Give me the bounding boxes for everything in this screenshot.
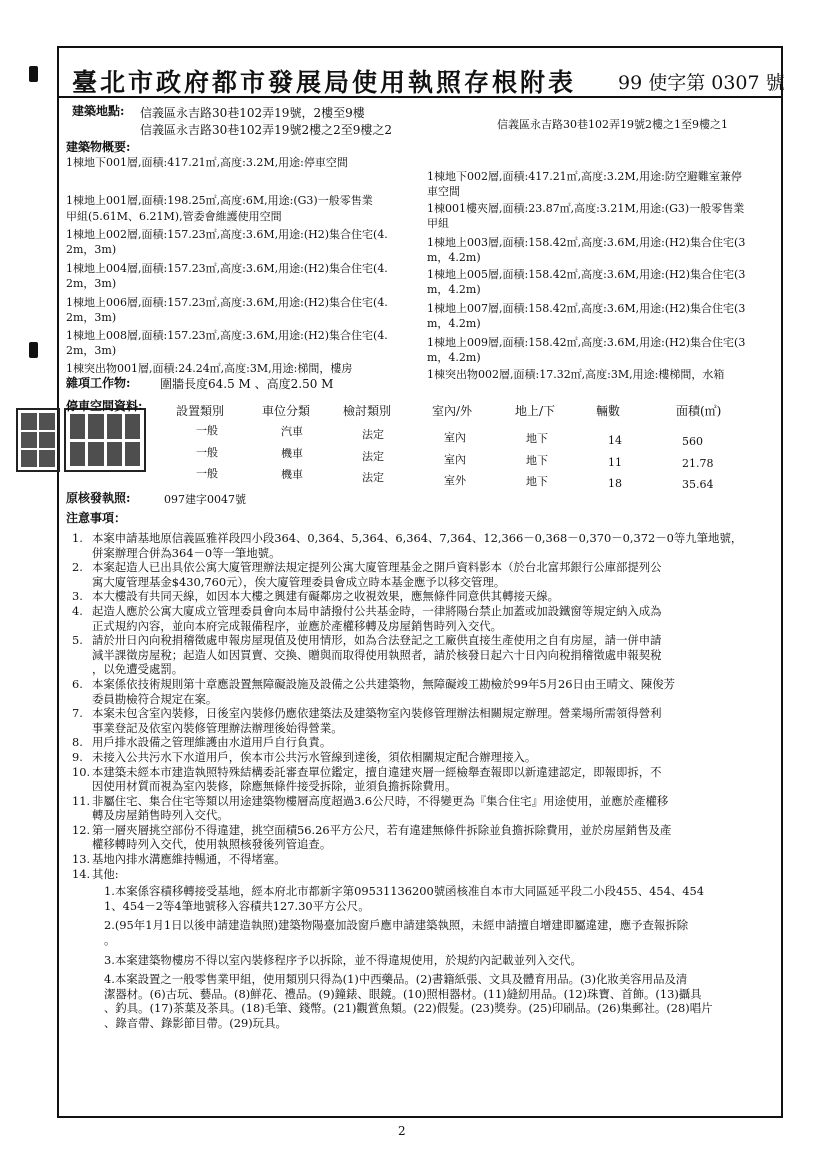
other-item-line: 1、454－2等4筆地號移入容積共127.30平方公尺。 — [104, 898, 370, 913]
note-line: 本案起造人已出具依公寓大廈管理辦法規定提列公寓大廈管理基金之開戶資料影本（於台北富邦銀行公庫部提列公 — [92, 560, 662, 575]
other-item-line: 4.本案設置之一般零售業甲組，使用類別只得為(1)中西藥品。(2)書籍紙張、文具及體育用品。(3)化妝美容用品及清 — [104, 972, 688, 987]
note-line: 本建築未經本市建造執照特殊結構委託審查單位鑑定，擅自違建夾層一經檢舉查報即以新違建認定，即報即拆，不 — [92, 764, 662, 779]
parking-cell: 法定 — [362, 428, 384, 441]
note-text — [92, 750, 777, 765]
permit-number: 99 使字第 0307 號 — [618, 72, 785, 94]
overview-right-line: 1棟突出物002層,面積:17.32㎡,高度:3M,用途:樓梯間，水箱 — [427, 368, 725, 381]
note-number: 5. — [72, 633, 83, 648]
parking-header: 面積(㎡) — [676, 404, 722, 418]
note-item — [72, 852, 777, 867]
note-number: 7. — [72, 706, 83, 721]
overview-left-line: 1棟地下001層,面積:417.21㎡,高度:3.2M,用途:停車空間 — [66, 156, 348, 169]
note-item — [72, 604, 777, 633]
note-text — [92, 852, 777, 867]
parking-cell: 室內 — [444, 431, 466, 444]
parking-cell: 法定 — [362, 471, 384, 484]
note-item — [72, 677, 777, 706]
other-item — [104, 953, 777, 968]
note-text — [92, 765, 777, 794]
note-item — [72, 735, 777, 750]
parking-cell: 一般 — [196, 446, 218, 459]
other-item — [104, 884, 777, 913]
note-number: 6. — [72, 676, 83, 691]
parking-header: 地上/下 — [515, 404, 556, 418]
parking-cell: 地下 — [526, 475, 548, 488]
overview-left-line: 2m，3m) — [66, 243, 117, 256]
note-line: 減半課徵房屋稅；起造人如因買賣、交換、贈與而取得使用執照者，請於核發日起六十日內向稅捐稽徵處申報契稅 — [92, 647, 662, 662]
note-line: 本大樓設有共同天線，如因本大樓之興建有礙鄰房之收視效果，應無條件同意供其轉接天線。 — [92, 589, 560, 604]
overview-right-line: m，4.2m) — [427, 317, 481, 330]
note-line: 用戶排水設備之管理維護由水道用戶自行負責。 — [92, 735, 332, 750]
note-number: 9. — [72, 749, 83, 764]
binder-punch-mark — [29, 66, 38, 82]
note-line: 本案係依技術規則第十章應設置無障礙設施及設備之公共建築物，無障礙竣工勘檢於99年5月26日由王晴文、陳俊芳 — [92, 676, 675, 691]
note-number: 10. — [72, 764, 91, 779]
overview-right-line: 甲組 — [427, 217, 449, 230]
parking-cell: 14 — [608, 434, 622, 447]
other-item-line: 。 — [104, 933, 116, 948]
overview-left-line: 1棟地上001層,面積:198.25㎡,高度:6M,用途:(G3)一般零售業 — [66, 194, 373, 207]
binder-punch-mark — [29, 342, 38, 358]
overview-left-line: 1棟地上006層,面積:157.23㎡,高度:3.6M,用途:(H2)集合住宅(4. — [66, 296, 388, 309]
overview-left-line: 1棟地上002層,面積:157.23㎡,高度:3.6M,用途:(H2)集合住宅(4. — [66, 228, 388, 241]
note-item — [72, 531, 777, 560]
address-line: 信義區永吉路30巷102弄19號，2樓至9樓 — [140, 106, 365, 120]
note-line: 正式規約內容，並向本府完成報備程序，並應於產權移轉及房屋銷售時列入交代。 — [92, 618, 503, 633]
parking-cell: 機車 — [281, 447, 303, 460]
note-line: ，以免遭受處罰。 — [92, 662, 184, 677]
notes-label: 注意事項： — [66, 511, 127, 525]
overview-left-line: 2m，3m) — [66, 277, 117, 290]
parking-header: 檢討類別 — [343, 404, 392, 418]
overview-right-line: m，4.2m) — [427, 351, 481, 364]
overview-left-line: 1棟突出物001層,面積:24.24㎡,高度:3M,用途:梯間，樓房 — [66, 362, 353, 375]
parking-header: 車位分類 — [262, 404, 311, 418]
note-item — [72, 794, 777, 823]
overview-left-line: 1棟地上004層,面積:157.23㎡,高度:3.6M,用途:(H2)集合住宅(4. — [66, 262, 388, 275]
other-item-line: 1.本案係容積移轉接受基地，經本府北市都新字第09531136200號函核准自本市大同區延平段二小段455、454、454 — [104, 884, 705, 899]
parking-header: 設置類別 — [176, 404, 225, 418]
note-item — [72, 633, 777, 677]
document-title: 臺北市政府都市發展局使用執照存根附表 — [72, 68, 577, 97]
note-number: 3. — [72, 589, 83, 604]
note-item — [72, 560, 777, 589]
other-item-line: 、釣具。(17)茶葉及茶具。(18)毛筆、錢幣。(21)觀賞魚類。(22)假髮。(23)獎券。(25)印刷品。(26)集郵社。(28)唱片 — [104, 1001, 713, 1016]
note-number: 2. — [72, 560, 83, 575]
note-item — [72, 765, 777, 794]
note-text — [92, 735, 777, 750]
note-number: 13. — [72, 852, 91, 867]
address-line: 信義區永吉路30巷102弄19號2樓之1至9樓之1 — [497, 118, 728, 131]
note-line: 本案未包含室內裝修，日後室內裝修仍應依建築法及建築物室內裝修管理辦法相關規定辦理。營業場所需領得營利 — [92, 706, 662, 721]
note-line: 併案辦理合併為364－0等一筆地號。 — [92, 545, 281, 560]
overview-right-line: 1棟地上003層,面積:158.42㎡,高度:3.6M,用途:(H2)集合住宅(3 — [427, 236, 746, 249]
other-item-line: 3.本案建築物樓房不得以室內裝修程序予以拆除，並不得違規使用，於規約內記載並列入交代。 — [104, 952, 582, 967]
note-text — [92, 794, 777, 823]
note-text — [92, 531, 777, 560]
overview-right-line: 車空間 — [427, 185, 460, 198]
overview-right-line: m，4.2m) — [427, 283, 481, 296]
note-text — [92, 560, 777, 589]
overview-left-line: 2m，3m) — [66, 311, 117, 324]
seal-stamp — [64, 408, 146, 472]
misc-works-label: 雜項工作物: — [66, 376, 131, 390]
parking-cell: 35.64 — [682, 478, 714, 491]
address-line: 信義區永吉路30巷102弄19號2樓之2至9樓之2 — [140, 123, 392, 137]
overview-right-line: 1棟地上005層,面積:158.42㎡,高度:3.6M,用途:(H2)集合住宅(3 — [427, 268, 746, 281]
note-line: 請於卅日內向稅捐稽徵處申報房屋現值及使用情形，如為合法登記之工廠供直接生產使用之自有房屋，請一併申請 — [92, 633, 662, 648]
parking-cell: 汽車 — [281, 425, 303, 438]
note-text — [92, 677, 777, 706]
note-text — [92, 633, 777, 677]
note-text — [92, 823, 777, 852]
note-number: 14. — [72, 866, 91, 881]
parking-cell: 一般 — [196, 424, 218, 437]
note-number: 4. — [72, 603, 83, 618]
overview-left-line: 2m，3m) — [66, 344, 117, 357]
parking-cell: 地下 — [526, 432, 548, 445]
overview-right-line: m，4.2m) — [427, 251, 481, 264]
note-line: 寓大廈管理基金$430,760元），俟大廈管理委員會成立時本基金應予以移交管理。 — [92, 574, 506, 589]
note-line: 因使用材質而視為室內裝修，除應無條件接受拆除，並須負擔拆除費用。 — [92, 779, 457, 794]
note-line: 其他: — [92, 866, 119, 881]
parking-label: 停車空間資料: — [66, 399, 143, 413]
overview-left-line: 1棟地上008層,面積:157.23㎡,高度:3.6M,用途:(H2)集合住宅(4. — [66, 329, 388, 342]
other-item — [104, 918, 777, 947]
note-line: 起造人應於公寓大廈成立管理委員會向本局申請撥付公共基金時，一律將陽台禁止加蓋或加設鐵窗等規定納入成為 — [92, 603, 662, 618]
note-item — [72, 867, 777, 882]
note-line: 本案申請基地原信義區雅祥段四小段364、0,364、5,364、6,364、7,364、12,366－0,368－0,370－0,372－0等九筆地號， — [92, 531, 743, 545]
parking-cell: 機車 — [281, 468, 303, 481]
parking-cell: 一般 — [196, 467, 218, 480]
note-line: 基地內排水溝應維持暢通，不得堵塞。 — [92, 852, 286, 867]
other-item-line: 、錄音帶、錄影節目帶。(29)玩具。 — [104, 1016, 287, 1030]
parking-cell: 21.78 — [682, 457, 714, 470]
other-item-line: 潔器材。(6)古玩、藝品。(8)鮮花、禮品。(9)鐘錶、眼鏡。(10)照相器材。(11)縫紉用品。(12)珠寶、首飾。(13)攝具 — [104, 986, 702, 1001]
note-number: 12. — [72, 822, 91, 837]
overview-label: 建築物概要: — [66, 140, 131, 154]
note-line: 第一層夾層挑空部份不得違建，挑空面積56.26平方公尺，若有違建無條件拆除並負擔拆除費用，並於房屋銷售及產 — [92, 822, 672, 837]
note-text — [92, 604, 777, 633]
note-line: 權移轉時列入交代，使用執照核發後列管追查。 — [92, 837, 332, 852]
overview-right-line: 1棟地上007層,面積:158.42㎡,高度:3.6M,用途:(H2)集合住宅(3 — [427, 302, 746, 315]
overview-right-line: 1棟地上009層,面積:158.42㎡,高度:3.6M,用途:(H2)集合住宅(3 — [427, 336, 746, 349]
parking-cell: 11 — [608, 456, 622, 469]
original-permit-value: 097建字0047號 — [164, 493, 246, 506]
note-line: 未接入公共污水下水道用戶，俟本市公共污水管線到達後，須依相關規定配合辦理接入。 — [92, 749, 537, 764]
other-item-line: 2.(95年1月1日以後申請建造執照)建築物陽臺加設窗戶應申請建築執照，未經申請擅自增建即屬違建，應予查報拆除 — [104, 918, 689, 933]
address-label: 建築地點: — [72, 104, 125, 118]
seal-stamp — [16, 408, 60, 472]
parking-cell: 室外 — [444, 474, 466, 487]
overview-left-line: 甲組(5.61M、6.21M),管委會維護使用空間 — [66, 210, 282, 223]
other-item — [104, 972, 777, 1030]
parking-cell: 地下 — [526, 454, 548, 467]
note-line: 轉及房屋銷售時列入交代。 — [92, 808, 229, 823]
note-text — [92, 867, 777, 882]
note-text — [92, 706, 777, 735]
note-text — [92, 589, 777, 604]
other-items-list — [84, 884, 777, 1030]
parking-cell: 法定 — [362, 450, 384, 463]
notes-list — [72, 531, 777, 1031]
parking-cell: 18 — [608, 477, 622, 490]
parking-cell: 室內 — [444, 453, 466, 466]
note-line: 委員勘檢符合規定在案。 — [92, 691, 218, 706]
note-number: 11. — [72, 793, 91, 808]
original-permit-label: 原核發執照: — [66, 491, 131, 505]
note-line: 事業登記及依室內裝修管理辦法辦理後始得營業。 — [92, 720, 343, 735]
note-item — [72, 589, 777, 604]
note-line: 非屬住宅、集合住宅等類以用途建築物樓層高度超過3.6公尺時，不得變更為『集合住宅』用途使用，並應於產權移 — [92, 793, 669, 808]
note-number: 1. — [72, 531, 83, 545]
note-item — [72, 823, 777, 852]
overview-right-line: 1棟001樓夾層,面積:23.87㎡,高度:3.21M,用途:(G3)一般零售業 — [427, 202, 745, 215]
parking-cell: 560 — [682, 435, 703, 448]
note-number: 8. — [72, 735, 83, 750]
parking-header: 室內/外 — [432, 404, 473, 418]
misc-works-value: 圍牆長度64.5 M 、高度2.50 M — [160, 377, 334, 391]
page-number: 2 — [398, 1124, 406, 1138]
overview-right-line: 1棟地下002層,面積:417.21㎡,高度:3.2M,用途:防空避難室兼停 — [427, 170, 742, 183]
note-item — [72, 706, 777, 735]
parking-header: 輛數 — [596, 404, 621, 418]
note-item — [72, 750, 777, 765]
